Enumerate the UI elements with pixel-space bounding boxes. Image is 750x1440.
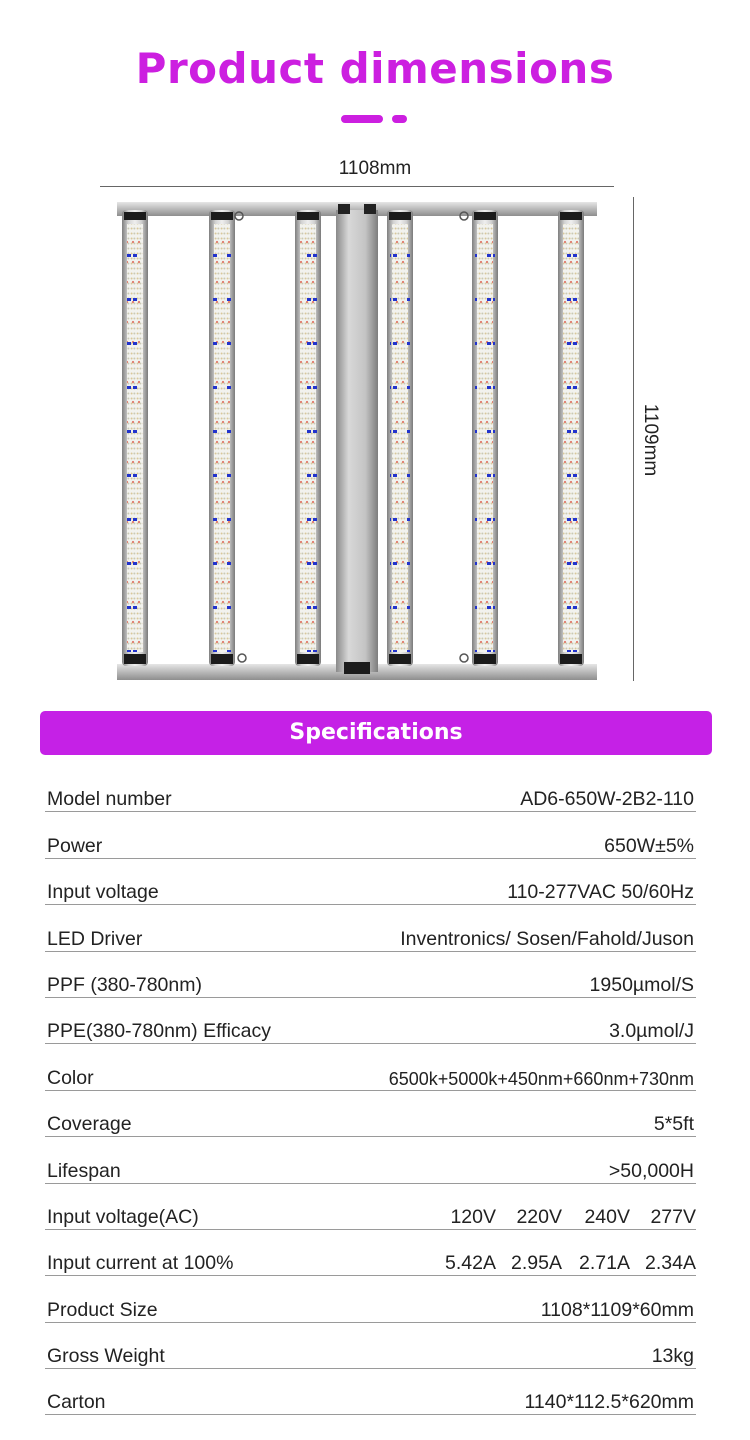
spec-value: 5.42A [445,1252,496,1275]
spec-value: >50,000H [608,1159,694,1182]
spec-value: 220V [516,1205,562,1228]
spec-value: Inventronics/ Sosen/Fahold/Juson [400,927,694,950]
spec-label: Carton [47,1391,106,1414]
spec-value: 1950µmol/S [589,973,694,996]
spec-label: LED Driver [47,927,143,950]
spec-value: 1140*112.5*620mm [524,1391,694,1414]
spec-row-ppe-efficacy [45,998,696,1044]
spec-label: Product Size [47,1298,158,1321]
spec-label: Model number [47,788,172,811]
width-dimension-line [100,186,614,187]
spec-label: PPF (380-780nm) [47,973,202,996]
spec-label: PPE(380-780nm) Efficacy [47,1020,271,1043]
spec-row-lifespan [45,1137,696,1183]
spec-value: AD6-650W-2B2-110 [520,788,694,811]
spec-value: 5*5ft [653,1113,694,1136]
spec-value: 120V [450,1205,496,1228]
spec-value: 2.95A [511,1252,562,1275]
spec-row-color [45,1044,696,1090]
specifications-header: Specifications [40,711,712,755]
spec-row-led-driver [45,905,696,951]
spec-value: 110-277VAC 50/60Hz [507,881,694,904]
spec-label: Color [47,1066,94,1089]
grow-light-product-image [112,196,602,684]
width-dimension-label: 1108mm [338,158,412,179]
spec-row-product-size [45,1276,696,1322]
spec-label: Lifespan [47,1159,121,1182]
page-title: Product dimensions [135,44,615,93]
spec-value: 650W±5% [604,834,694,857]
spec-value: 3.0µmol/J [609,1020,694,1043]
spec-row-coverage [45,1091,696,1137]
spec-row-input-current [45,1230,696,1276]
spec-row-power [45,812,696,858]
spec-row-carton [45,1369,696,1415]
specifications-table [45,766,696,1415]
spec-label: Coverage [47,1113,132,1136]
spec-value: 2.34A [645,1252,696,1275]
title-underline-long [341,115,383,123]
spec-row-input-voltage-ac [45,1184,696,1230]
title-underline-dot [392,115,407,123]
spec-value: 1108*1109*60mm [540,1298,694,1321]
spec-row-input-voltage [45,859,696,905]
spec-label: Input voltage(AC) [47,1205,199,1228]
spec-label: Input voltage [47,881,159,904]
spec-values [424,1252,696,1275]
spec-row-model-number [45,766,696,812]
height-dimension-line [633,197,634,681]
spec-value: 2.71A [579,1252,630,1275]
spec-label: Gross Weight [47,1345,165,1368]
spec-values [424,1206,696,1229]
spec-value: 277V [650,1205,696,1228]
spec-value: 240V [584,1205,630,1228]
spec-label: Input current at 100% [47,1252,234,1275]
height-dimension-label: 1109mm [640,403,661,477]
spec-value: 13kg [651,1345,694,1368]
spec-value: 6500k+5000k+450nm+660nm+730nm [388,1068,694,1089]
spec-label: Power [47,834,103,857]
spec-row-ppf [45,952,696,998]
spec-row-gross-weight [45,1323,696,1369]
